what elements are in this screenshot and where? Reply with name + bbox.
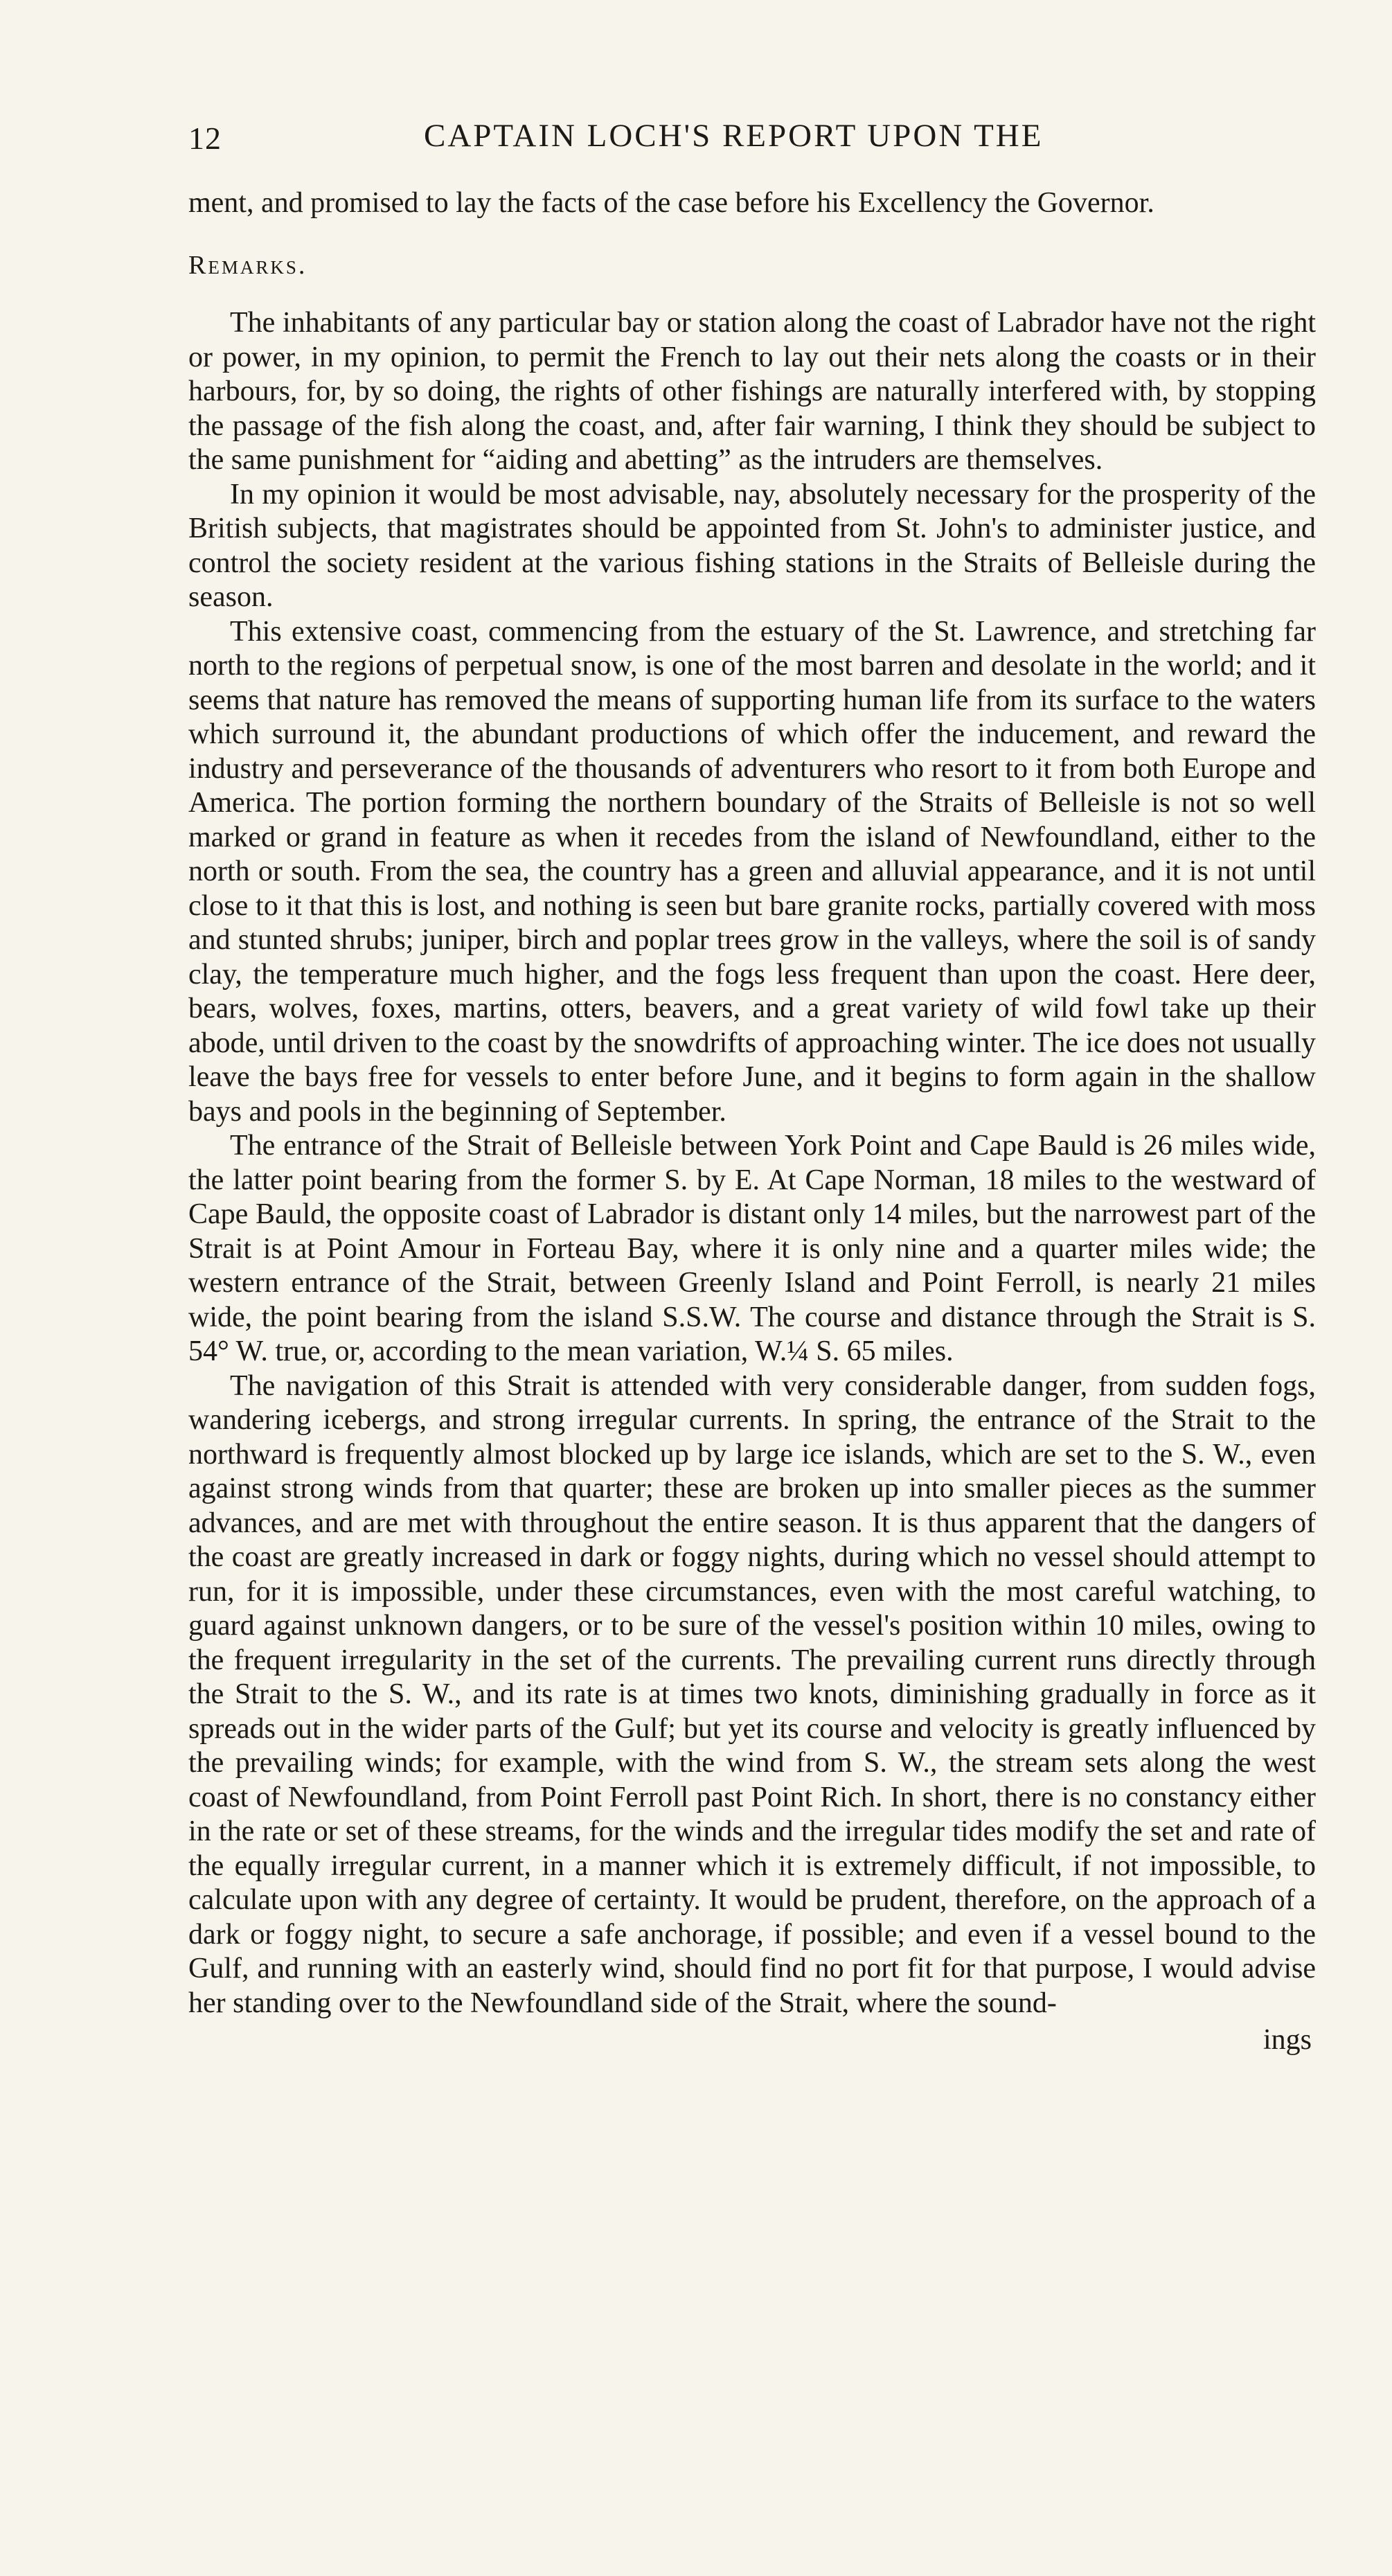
document-page bbox=[188, 114, 1316, 2058]
continued-paragraph: ment, and promised to lay the facts of the case before his Excellency the Governor. bbox=[188, 187, 1154, 219]
section-heading-remarks: Remarks. bbox=[188, 250, 307, 280]
paragraph-strait-entrance: The entrance of the Strait of Belleisle between York Point and Cape Bauld is 26 miles wide, the latter point bearing from the former S. by E. At Cape Norman, 18 miles to the westward of Cape Bauld, the opposite coast of Labrador is distant only 14 miles, but the narrowest part of the Strait is at Point Amour in Forteau Bay, where it is only nine and a quarter miles wide; the western entrance of the Strait, between Greenly Island and Point Ferroll, is nearly 21 miles wide, the point bearing from the island S.S.W. The course and distance through the Strait is S. 54° W. true, or, according to the mean variation, W.¼ S. 65 miles. bbox=[188, 1130, 1316, 1367]
paragraph-magistrates: In my opinion it would be most advisable, nay, absolutely necessary for the prosperity of the British subjects, that magistrates should be appointed from St. John's to administer justice, and control the society resident at the various fishing stations in the Straits of Belleisle during the season. bbox=[188, 478, 1316, 613]
page-number: 12 bbox=[188, 121, 222, 156]
paragraph-navigation: The navigation of this Strait is attended with very considerable danger, from sudden fogs, wandering icebergs, and strong irregular currents. In spring, the entrance of the Strait to the northward is frequently almost blocked up by large ice islands, which are set to the S. W., even against strong winds from that quarter; these are broken up into smaller pieces as the summer advances, and are met with throughout the entire season. It is thus apparent that the dangers of the coast are greatly increased in dark or foggy nights, during which no vessel should attempt to run, for it is impossible, under these circumstances, even with the most careful watching, to guard against unknown dangers, or to be sure of the vessel's position within 10 miles, owing to the frequent irregularity in the set of the currents. The prevailing current runs directly through the Strait to the S. W., and its rate is at times two knots, diminishing gradually in force as it spreads out in the wider parts of the Gulf; but yet its course and velocity is greatly influenced by the prevailing winds; for example, with the wind from S. W., the stream sets along the west coast of Newfoundland, from Point Ferroll past Point Rich. In short, there is no constancy either in the rate or set of these streams, for the winds and the irregular tides modify the set and rate of the equally irregular current, in a manner which it is extremely difficult, if not impossible, to calculate upon with any degree of certainty. It would be prudent, therefore, on the approach of a dark or foggy night, to secure a safe anchorage, if possible; and even if a vessel bound to the Gulf, and running with an easterly wind, should find no port fit for that purpose, I would advise her standing over to the Newfoundland side of the Strait, where the sound- bbox=[188, 1369, 1316, 2019]
running-title: CAPTAIN LOCH'S REPORT UPON THE bbox=[424, 118, 1044, 154]
catchword: ings bbox=[1262, 2024, 1312, 2056]
paragraph-coast-description: This extensive coast, commencing from the estuary of the St. Lawrence, and stretching far north to the regions of perpetual snow, is one of the most barren and desolate in the world; and it seems that nature has removed the means of supporting human life from its surface to the waters which surround it, the abundant productions of which offer the inducement, and reward the industry and perseverance of the thousands of adventurers who resort to it from both Europe and America. The portion forming the northern boundary of the Straits of Belleisle is not so well marked or grand in feature as when it recedes from the island of Newfoundland, either to the north or south. From the sea, the country has a green and alluvial appearance, and it is not until close to it that this is lost, and nothing is seen but bare granite rocks, partially covered with moss and stunted shrubs; juniper, birch and poplar trees grow in the valleys, where the soil is of sandy clay, the temperature much higher, and the fogs less frequent than upon the coast. Here deer, bears, wolves, foxes, martins, otters, beavers, and a great variety of wild fowl take up their abode, until driven to the coast by the snowdrifts of approaching winter. The ice does not usually leave the bays free for vessels to enter before June, and it begins to form again in the shallow bays and pools in the beginning of September. bbox=[188, 615, 1316, 1128]
page-header bbox=[188, 114, 1316, 170]
body-text bbox=[188, 186, 1316, 2020]
paragraph-inhabitants: The inhabitants of any particular bay or station along the coast of Labrador have not the right or power, in my opinion, to permit the French to lay out their nets along the coasts or in their harbours, for, by so doing, the rights of other fishings are naturally interfered with, by stopping the passage of the fish along the coast, and, after fair warning, I think they should be subject to the same punishment for “aiding and abetting” as the intruders are themselves. bbox=[188, 307, 1316, 476]
